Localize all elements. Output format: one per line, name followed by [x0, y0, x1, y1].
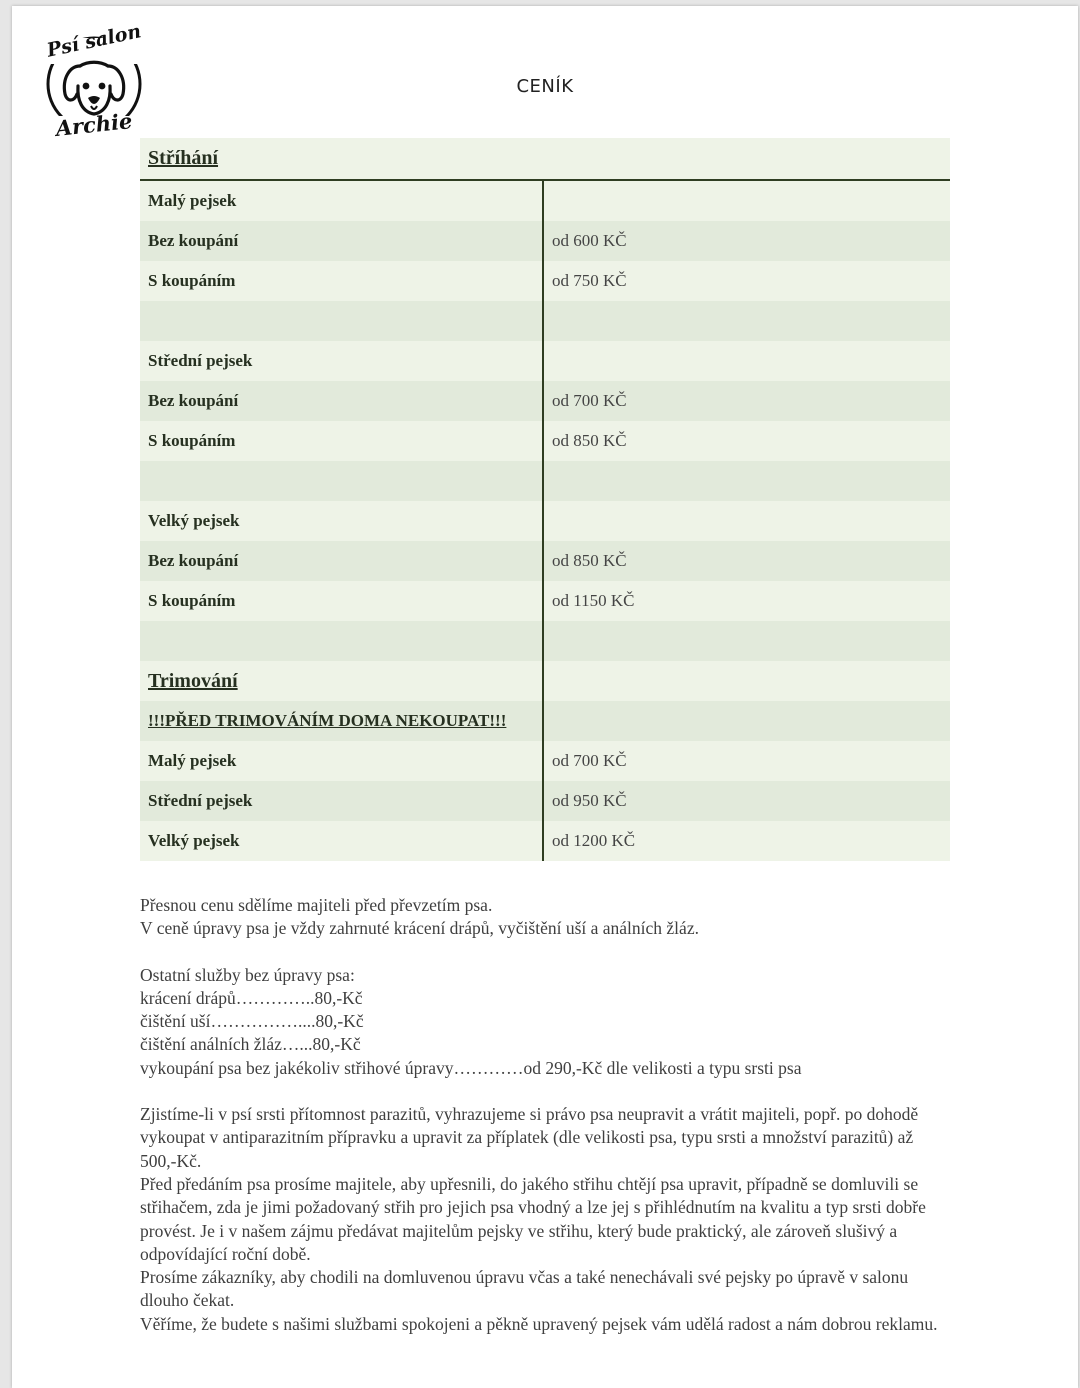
table-row: [140, 381, 950, 421]
section-heading-strihani: Stříhání: [148, 147, 219, 169]
service-label: [140, 301, 544, 341]
dog-size-label: Střední pejsek: [140, 341, 544, 381]
price-value: [544, 461, 950, 501]
price-value: od 600 KČ: [552, 231, 627, 250]
table-spacer-row: [140, 621, 950, 661]
paragraph: Zjistíme-li v psí srsti přítomnost parazitů, vyhrazujeme si právo psa neupravit a vrátit majiteli, popř. po dohodě vykoupat v antiparazitním přípravku a upravit za příplatek (dle velikosti psa, typu srsti a množství parazitů) až 500,-Kč.: [140, 1104, 919, 1171]
table-row: [140, 581, 950, 621]
notes: [140, 894, 950, 1336]
table-row: [140, 661, 950, 701]
service-line: krácení drápů…………..80,-Kč: [140, 987, 363, 1008]
logo-bottom-text: Archie: [54, 108, 134, 141]
price-value: od 1150 KČ: [552, 591, 635, 610]
service-line: čištění uší……………....80,-Kč: [140, 1011, 364, 1032]
price-value: [544, 621, 950, 661]
table-row: [140, 741, 950, 781]
price-value: [544, 301, 950, 341]
service-label: Bez koupání: [140, 381, 544, 421]
price-table: [140, 138, 950, 861]
note-line: V ceně úpravy psa je vždy zahrnuté krácení drápů, vyčištění uší a análních žláz.: [140, 918, 699, 939]
price-value: od 750 KČ: [552, 271, 627, 290]
service-label: Bez koupání: [140, 541, 544, 581]
dog-size-label: Malý pejsek: [140, 181, 544, 221]
document-title: CENÍK: [516, 76, 574, 97]
document-page: [12, 6, 1078, 1388]
service-label: Střední pejsek: [140, 781, 544, 821]
table-row: [140, 341, 950, 381]
service-label: Velký pejsek: [140, 821, 544, 861]
price-value: [544, 661, 950, 701]
price-value: [544, 341, 950, 381]
dog-size-label: Velký pejsek: [140, 501, 544, 541]
service-line: vykoupání psa bez jakékoliv střihové úpravy…………od 290,-Kč dle velikosti a typu srsti psa: [140, 1057, 802, 1078]
service-label: Malý pejsek: [140, 741, 544, 781]
price-value: [544, 181, 950, 221]
service-label: Bez koupání: [140, 221, 544, 261]
service-label: S koupáním: [140, 421, 544, 461]
table-row: [140, 701, 950, 741]
price-value: [544, 501, 950, 541]
section-heading: Trimování: [140, 661, 544, 701]
table-row: [140, 501, 950, 541]
service-line: čištění análních žláz…...80,-Kč: [140, 1034, 361, 1055]
note-line: Přesnou cenu sdělíme majiteli před převzetím psa.: [140, 895, 493, 915]
warning-note: !!!PŘED TRIMOVÁNÍM DOMA NEKOUPAT!!!: [140, 701, 544, 741]
price-value: od 850 KČ: [552, 431, 627, 450]
table-spacer-row: [140, 301, 950, 341]
table-spacer-row: [140, 461, 950, 501]
service-label: S koupáním: [140, 261, 544, 301]
paragraph: Věříme, že budete s našimi službami spokojeni a pěkně upravený pejsek vám udělá radost a nám dobrou reklamu.: [140, 1313, 938, 1334]
service-label: [140, 461, 544, 501]
price-value: od 700 KČ: [552, 751, 627, 770]
service-label: S koupáním: [140, 581, 544, 621]
service-label: [140, 621, 544, 661]
table-row: [140, 221, 950, 261]
paragraph: Prosíme zákazníky, aby chodili na domluvenou úpravu včas a také nenechávali své pejsky po úpravě v salonu dlouho čekat.: [140, 1267, 909, 1311]
logo-top-text: Psí salon: [44, 20, 144, 62]
price-value: od 1200 KČ: [552, 831, 636, 850]
table-row: [140, 181, 950, 221]
paragraph: Před předáním psa prosíme majitele, aby upřesnili, do jakého střihu chtějí psa upravit, případně se domluvili se střihačem, zda je jimi požadovaný střih pro jejich psa vhodný a lze jej s přihlédnutím na kvalitu a typ srsti dobře provést. Je i v našem zájmu předávat majitelům pejsky ve střihu, který bude praktický, ale zároveň slušivý a odpovídající roční době.: [140, 1173, 926, 1264]
price-value: od 700 KČ: [552, 391, 627, 410]
table-row: [140, 781, 950, 821]
table-row: [140, 541, 950, 581]
other-services-title: Ostatní služby bez úpravy psa:: [140, 964, 355, 985]
table-row: [140, 421, 950, 461]
price-value: od 850 KČ: [552, 551, 627, 570]
price-value: [544, 701, 950, 741]
table-row: [140, 821, 950, 861]
table-row: [140, 261, 950, 301]
table-header-row: [140, 138, 950, 181]
price-value: od 950 KČ: [552, 791, 627, 810]
